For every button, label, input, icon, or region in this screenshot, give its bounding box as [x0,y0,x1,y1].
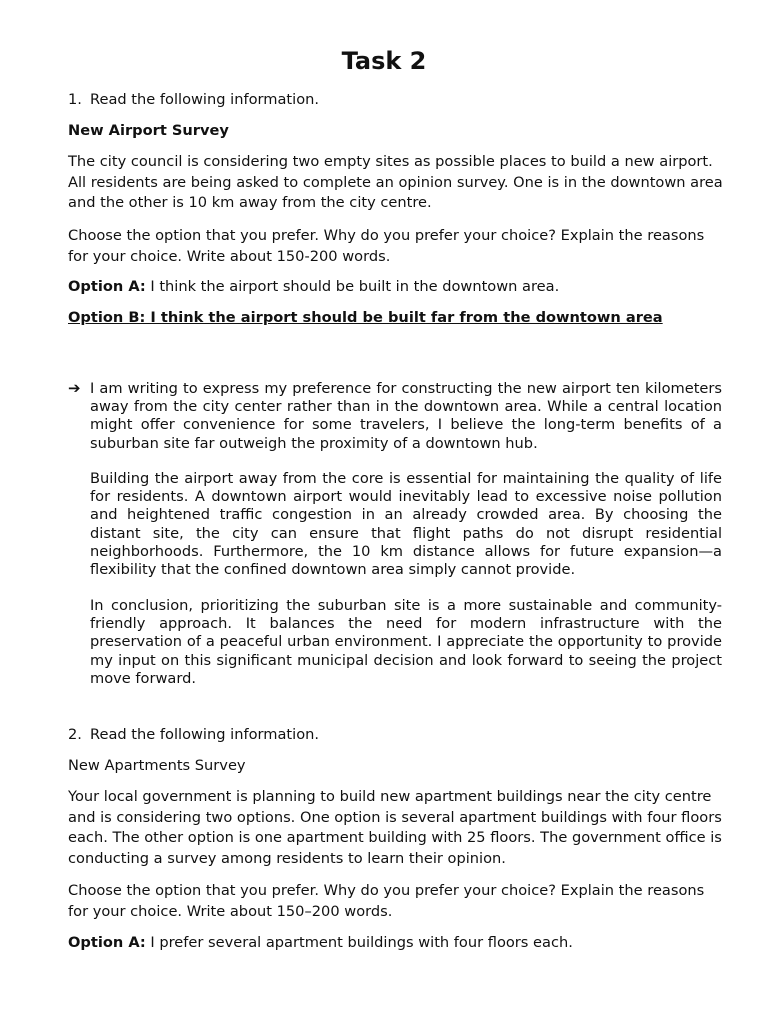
answer-paragraph-3: In conclusion, prioritizing the suburban site is a more sustainable and community-friendly approach. It balances the need for modern infrastructure with the preservation of a peaceful urban environment. I appreciate the opportunity to provide my input on this significant municipal decision and look forward to seeing the project move forward. [90,597,722,687]
arrow-right-icon: ➔ [68,379,81,397]
option-a-label: Option A: [68,278,146,295]
task1-description: The city council is considering two empty sites as possible places to build a new airport. All residents are being asked to complete an opinion survey. One is in the downtown area and the other is 10 km away from the city centre. [68,153,723,211]
task2-option-a [68,933,728,954]
task2-heading: New Apartments Survey [68,757,246,774]
task2-description: Your local government is planning to build new apartment buildings near the city centre and is considering two options. One option is several apartment buildings with four floors each. The other option is one apartment building with 25 floors. The government office is conducting a survey among residents to learn their opinion. [68,788,722,867]
task1-option-a [68,277,728,298]
task2-prompt: Choose the option that you prefer. Why do you prefer your choice? Explain the reasons for your choice. Write about 150–200 words. [68,882,705,920]
task1-option-b: Option B: I think the airport should be built far from the downtown area [68,309,663,326]
option-a-text: I prefer several apartment buildings with four floors each. [145,934,573,951]
task2-instruction [68,725,728,746]
task1-instruction-text: Read the following information. [90,91,320,108]
option-a-label: Option A: [68,934,146,951]
task2-number: 2. [68,726,82,743]
answer-paragraph-2: Building the airport away from the core is essential for maintaining the quality of life for residents. A downtown airport would inevitably lead to excessive noise pollution and heightened traffic congestion in an already crowded area. By choosing the distant site, the city can ensure that flight paths do not disrupt residential neighborhoods. Furthermore, the 10 km distance allows for future expansion—a flexibility that the confined downtown area simply cannot provide. [90,470,722,579]
option-a-text: I think the airport should be built in the downtown area. [145,278,560,295]
answer-paragraph-1: I am writing to express my preference for constructing the new airport ten kilometers away from the city center rather than in the downtown area. While a central location might offer convenience for some travelers, I believe the long-term benefits of a suburban site far outweigh the proximity of a downtown hub. [90,380,722,452]
task1-heading: New Airport Survey [68,122,229,139]
task1-number: 1. [68,91,82,108]
task2-instruction-text: Read the following information. [90,726,320,743]
task1-prompt: Choose the option that you prefer. Why do you prefer your choice? Explain the reasons for your choice. Write about 150-200 words. [68,227,705,265]
page-title: Task 2 [341,47,427,75]
task1-instruction [68,90,728,111]
